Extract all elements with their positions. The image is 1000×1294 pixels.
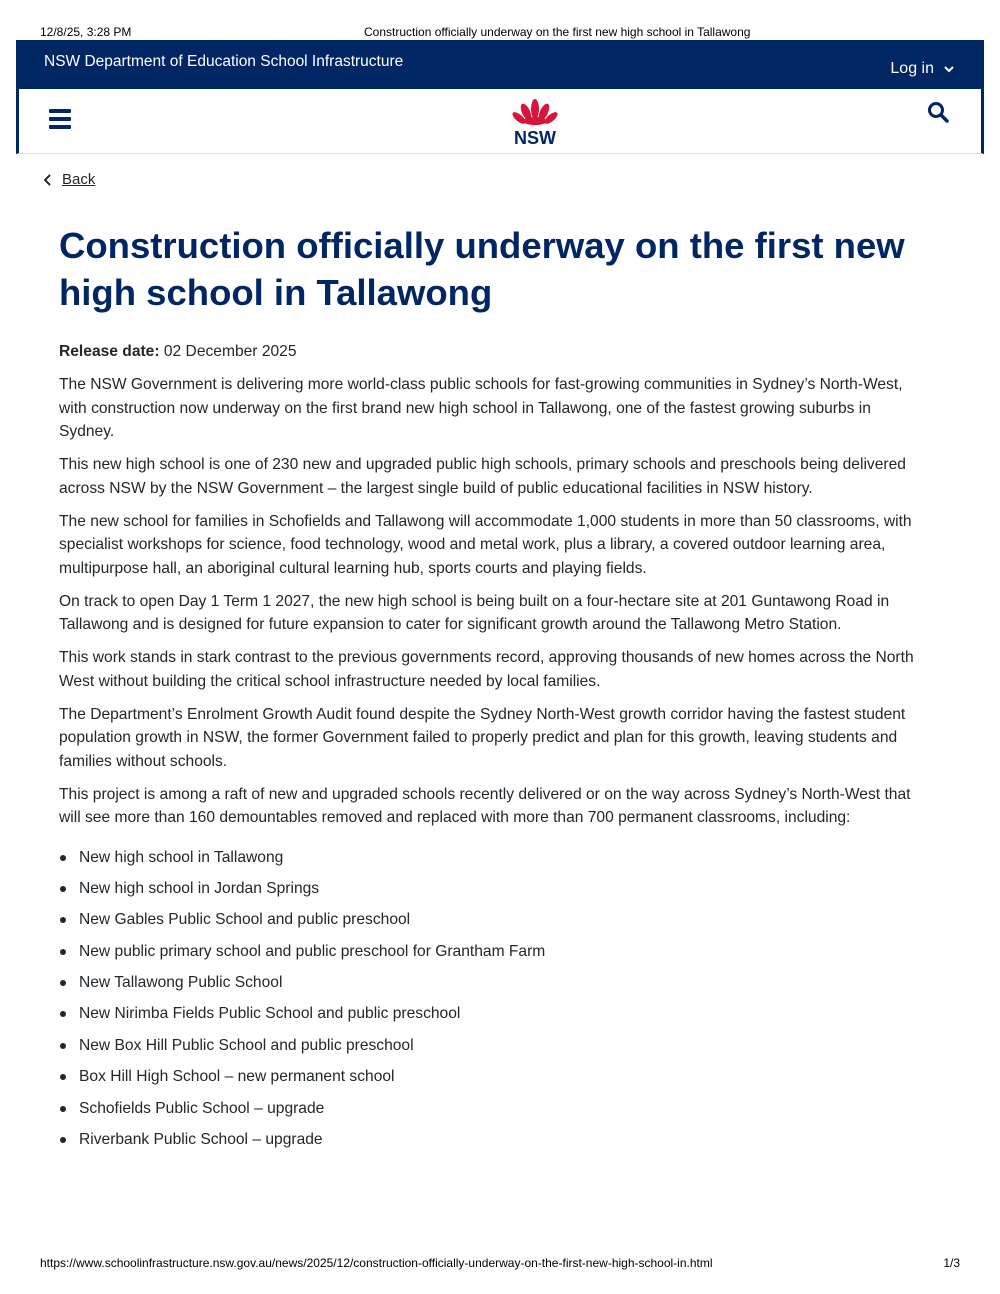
main-nav bbox=[16, 89, 984, 154]
top-bar bbox=[16, 40, 984, 89]
nsw-logo[interactable] bbox=[509, 97, 561, 152]
release-date: Release date: 02 December 2025 bbox=[59, 343, 297, 360]
paragraph: The Department’s Enrolment Growth Audit found despite the Sydney North-West growth corridor having the fastest student population growth in NSW, the former Government failed to properly predict and plan for this growth, leaving students and families without schools. bbox=[59, 705, 906, 770]
article-body bbox=[59, 340, 919, 1159]
chevron-down-icon bbox=[944, 65, 954, 73]
search-icon[interactable] bbox=[927, 101, 949, 128]
print-title: Construction officially underway on the first new high school in Tallawong bbox=[364, 25, 751, 39]
list-item: Box Hill High School – new permanent school bbox=[59, 1065, 919, 1089]
list-item: New Gables Public School and public preschool bbox=[59, 908, 919, 932]
page-number: 1/3 bbox=[943, 1256, 960, 1270]
page-title: Construction officially underway on the first new high school in Tallawong bbox=[59, 225, 905, 313]
paragraph: This work stands in stark contrast to the previous governments record, approving thousands of new homes across the North West without building the critical school infrastructure needed by local families. bbox=[59, 649, 914, 690]
svg-text:NSW: NSW bbox=[514, 128, 556, 147]
chevron-left-icon bbox=[44, 174, 52, 186]
list-item: New Nirimba Fields Public School and public preschool bbox=[59, 1002, 919, 1026]
paragraph: The new school for families in Schofields and Tallawong will accommodate 1,000 students in more than 50 classrooms, with specialist workshops for science, food technology, wood and metal work, plus a library, a covered outdoor learning area, multipurpose hall, an aboriginal cultural learning hub, sports courts and playing fields. bbox=[59, 512, 912, 577]
paragraph: On track to open Day 1 Term 1 2027, the new high school is being built on a four-hectare site at 201 Guntawong Road in Tallawong and is designed for future expansion to cater for significant growth around the Tallawong Metro Station. bbox=[59, 592, 890, 633]
paragraph: This new high school is one of 230 new and upgraded public high schools, primary schools and preschools being delivered across NSW by the NSW Government – the largest single build of public educational facilities in NSW history. bbox=[59, 456, 906, 497]
login-label: Log in bbox=[890, 60, 934, 77]
list-item: New Box Hill Public School and public preschool bbox=[59, 1034, 919, 1058]
list-item: Schofields Public School – upgrade bbox=[59, 1097, 919, 1121]
print-header bbox=[40, 25, 960, 39]
print-datetime: 12/8/25, 3:28 PM bbox=[40, 25, 132, 39]
list-item: New public primary school and public preschool for Grantham Farm bbox=[59, 940, 919, 964]
site-brand[interactable]: NSW Department of Education School Infrastructure bbox=[44, 53, 404, 70]
list-item: New high school in Jordan Springs bbox=[59, 877, 919, 901]
back-link[interactable] bbox=[44, 171, 95, 188]
print-url: https://www.schoolinfrastructure.nsw.gov.au/news/2025/12/construction-officially-underway-on-the-first-new-high-school-in.html bbox=[40, 1256, 713, 1270]
list-item: Riverbank Public School – upgrade bbox=[59, 1128, 919, 1152]
school-list bbox=[59, 846, 919, 1152]
menu-icon[interactable] bbox=[49, 109, 71, 133]
list-item: New high school in Tallawong bbox=[59, 846, 919, 870]
paragraph: This project is among a raft of new and upgraded schools recently delivered or on the way across Sydney’s North-West that will see more than 160 demountables removed and replaced with more than 700 permanent classrooms, including: bbox=[59, 785, 911, 826]
back-label[interactable]: Back bbox=[62, 171, 96, 188]
list-item: New Tallawong Public School bbox=[59, 971, 919, 995]
login-button[interactable] bbox=[890, 60, 954, 78]
paragraph: The NSW Government is delivering more world-class public schools for fast-growing communities in Sydney’s North-West, with construction now underway on the first brand new high school in Tallawong, one of the fastest growing suburbs in Sydney. bbox=[59, 376, 903, 440]
print-footer bbox=[40, 1256, 960, 1270]
